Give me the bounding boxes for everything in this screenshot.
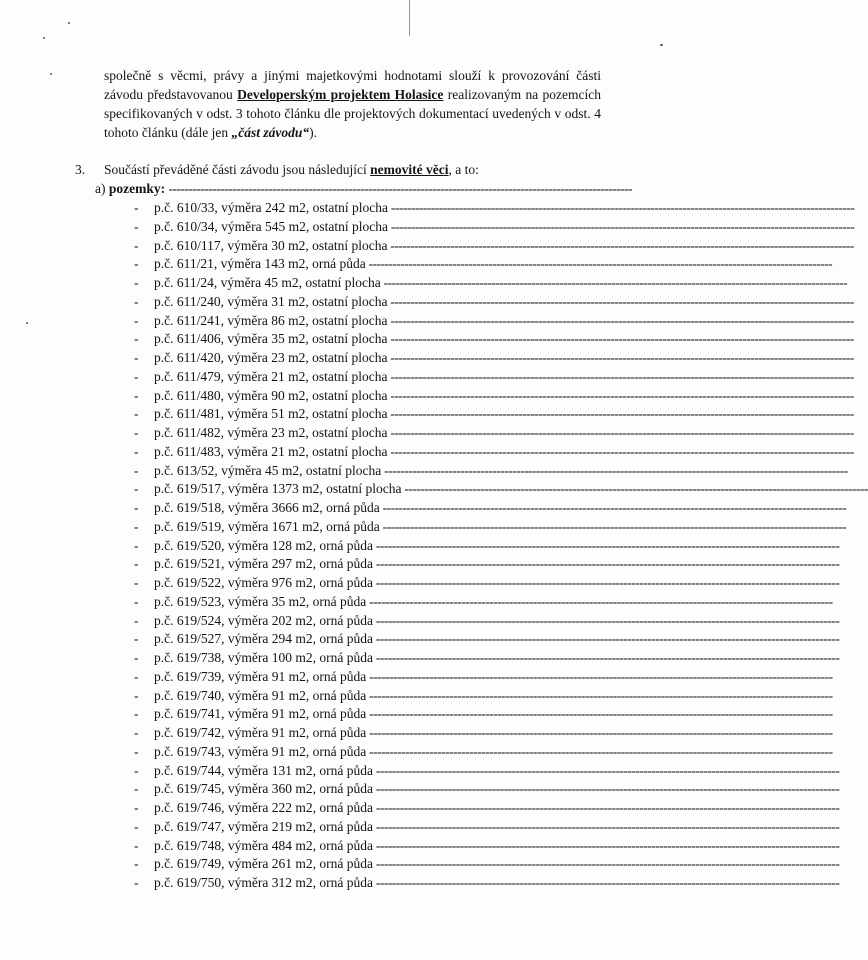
parcel-entry [154, 462, 848, 481]
parcel-entry [154, 705, 833, 724]
parcel-entry [154, 687, 833, 706]
parcel-list [134, 199, 868, 893]
intro-text-2: realizovaným na pozemcích specifikovaných v odst. 3 tohoto článku dle projektových dokumentací uvedených v odst. 4 tohoto článku (dále jen [104, 87, 601, 140]
parcel-entry [154, 537, 840, 556]
parcel-text: p.č. 619/738, výměra 100 m2, orná půda [154, 650, 373, 665]
list-bullet: - [134, 593, 139, 609]
parcel-text: p.č. 611/241, výměra 86 m2, ostatní plocha [154, 312, 388, 328]
parcel-text: p.č. 619/747, výměra 219 m2, orná půda [154, 818, 373, 834]
parcel-dash-fill: -------------------------------------------------------------------------------------------------------------------- [372, 837, 840, 853]
parcel-dash-fill: -------------------------------------------------------------------------------------------------------------------- [387, 443, 854, 459]
parcel-list-item [134, 443, 854, 462]
parcel-text: p.č. 619/749, výměra 261 m2, orná půda [154, 856, 373, 872]
parcel-text: p.č. 619/742, výměra 91 m2, orná půda [154, 725, 367, 740]
parcel-entry [154, 630, 840, 649]
parcel-list-item [134, 555, 840, 574]
parcel-list-item [134, 799, 840, 818]
list-bullet: - [134, 781, 139, 797]
section-bold-term: nemovité věci [370, 162, 449, 177]
parcel-dash-fill: -------------------------------------------------------------------------------------------------------------------- [387, 200, 855, 215]
list-bullet: - [134, 331, 139, 347]
list-bullet: - [134, 762, 139, 778]
parcel-list-item [134, 255, 833, 274]
parcel-entry [154, 518, 847, 537]
list-bullet: - [134, 500, 139, 515]
parcel-text: p.č. 619/746, výměra 222 m2, orná půda [154, 800, 373, 815]
parcel-list-item [134, 462, 848, 481]
parcel-text: p.č. 611/480, výměra 90 m2, ostatní plocha [154, 387, 388, 403]
parcel-text: p.č. 619/523, výměra 35 m2, orná půda [154, 593, 367, 609]
parcel-entry [154, 837, 840, 856]
parcel-entry [154, 724, 833, 743]
parcel-dash-fill: -------------------------------------------------------------------------------------------------------------------- [387, 237, 854, 253]
parcel-text: p.č. 611/479, výměra 21 m2, ostatní plocha [154, 368, 388, 384]
scan-speck [660, 44, 663, 46]
parcel-text: p.č. 610/117, výměra 30 m2, ostatní plocha [154, 237, 388, 253]
parcel-list-item [134, 668, 833, 687]
parcel-entry [154, 780, 840, 799]
parcel-text: p.č. 619/745, výměra 360 m2, orná půda [154, 781, 373, 797]
intro-paragraph [104, 66, 601, 142]
parcel-entry [154, 593, 833, 612]
list-bullet: - [134, 556, 139, 572]
list-bullet: - [134, 800, 139, 815]
parcel-entry [154, 312, 854, 331]
parcel-list-item [134, 330, 854, 349]
list-bullet: - [134, 200, 139, 215]
parcel-text: p.č. 613/52, výměra 45 m2, ostatní plocha [154, 462, 382, 478]
parcel-list-item [134, 218, 855, 237]
section-text [104, 160, 479, 179]
parcel-list-item [134, 705, 833, 724]
scan-artifact-line [409, 0, 410, 36]
list-bullet: - [134, 481, 139, 497]
parcel-list-item [134, 612, 840, 631]
parcel-list-item [134, 593, 833, 612]
parcel-text: p.č. 611/482, výměra 23 m2, ostatní plocha [154, 425, 388, 440]
parcel-entry [154, 368, 854, 387]
parcel-list-item [134, 518, 847, 537]
parcel-text: p.č. 610/33, výměra 242 m2, ostatní plocha [154, 200, 388, 215]
parcel-list-item [134, 687, 833, 706]
parcel-dash-fill: -------------------------------------------------------------------------------------------------------------------- [387, 406, 854, 422]
parcel-list-item [134, 649, 840, 668]
parcel-entry [154, 762, 840, 781]
list-bullet: - [134, 293, 139, 309]
parcel-list-item [134, 574, 840, 593]
list-bullet: - [134, 687, 139, 703]
parcel-dash-fill: -------------------------------------------------------------------------------------------------------------------- [381, 462, 848, 478]
intro-defined-term: „část závodu“ [231, 125, 310, 140]
parcel-entry [154, 668, 833, 687]
parcel-list-item [134, 293, 854, 312]
parcel-entry [154, 649, 840, 668]
parcel-entry [154, 443, 854, 462]
parcel-list-item [134, 368, 854, 387]
list-bullet: - [134, 218, 139, 234]
parcel-entry [154, 255, 833, 274]
scan-speck [68, 22, 70, 24]
parcel-dash-fill: -------------------------------------------------------------------------------------------------------------------- [387, 387, 854, 403]
list-bullet: - [134, 237, 139, 253]
parcel-dash-fill: -------------------------------------------------------------------------------------------------------------------- [387, 331, 854, 347]
parcel-entry [154, 199, 855, 218]
list-bullet: - [134, 537, 139, 553]
section-number: 3. [75, 162, 86, 177]
parcel-text: p.č. 619/740, výměra 91 m2, orná půda [154, 687, 367, 703]
parcel-dash-fill: -------------------------------------------------------------------------------------------------------------------- [366, 743, 833, 759]
list-bullet: - [134, 668, 139, 684]
parcel-dash-fill: -------------------------------------------------------------------------------------------------------------------- [366, 687, 833, 703]
intro-text-3: ). [309, 125, 317, 140]
parcel-dash-fill: -------------------------------------------------------------------------------------------------------------------- [387, 293, 854, 309]
list-bullet: - [134, 368, 139, 384]
parcel-entry [154, 799, 840, 818]
parcel-text: p.č. 611/24, výměra 45 m2, ostatní plocha [154, 275, 381, 290]
list-bullet: - [134, 425, 139, 440]
parcel-text: p.č. 611/483, výměra 21 m2, ostatní plocha [154, 443, 388, 459]
parcel-list-item [134, 818, 840, 837]
parcel-text: p.č. 610/34, výměra 545 m2, ostatní plocha [154, 218, 388, 234]
parcel-dash-fill: -------------------------------------------------------------------------------------------------------------------- [387, 218, 855, 234]
parcel-entry [154, 480, 868, 499]
parcel-list-item [134, 274, 848, 293]
parcel-list-item [134, 874, 840, 893]
parcel-dash-fill: -------------------------------------------------------------------------------------------------------------------- [372, 631, 840, 647]
parcel-dash-fill: -------------------------------------------------------------------------------------------------------------------- [372, 556, 840, 572]
parcel-dash-fill: -------------------------------------------------------------------------------------------------------------------- [372, 781, 840, 797]
parcel-dash-fill: -------------------------------------------------------------------------------------------------------------------- [372, 612, 840, 628]
parcel-dash-fill: -------------------------------------------------------------------------------------------------------------------- [380, 275, 848, 290]
parcel-entry [154, 818, 840, 837]
parcel-text: p.č. 611/21, výměra 143 m2, orná půda [154, 256, 366, 272]
list-bullet: - [134, 275, 139, 290]
parcel-dash-fill: -------------------------------------------------------------------------------------------------------------------- [401, 481, 868, 497]
parcel-list-item [134, 499, 847, 518]
list-bullet: - [134, 406, 139, 422]
parcel-entry [154, 855, 840, 874]
scan-speck [26, 322, 28, 324]
parcel-dash-fill: -------------------------------------------------------------------------------------------------------------------- [387, 350, 854, 365]
subsection-marker: a) [95, 181, 106, 196]
list-bullet: - [134, 856, 139, 872]
section-text-before: Součástí převáděné části závodu jsou následující [104, 162, 371, 177]
parcel-list-item [134, 630, 840, 649]
parcel-dash-fill: -------------------------------------------------------------------------------------------------------------------- [366, 593, 833, 609]
parcel-entry [154, 612, 840, 631]
parcel-dash-fill: -------------------------------------------------------------------------------------------------------------------- [372, 818, 840, 834]
list-bullet: - [134, 837, 139, 853]
list-bullet: - [134, 818, 139, 834]
parcel-text: p.č. 619/521, výměra 297 m2, orná půda [154, 556, 373, 572]
parcel-text: p.č. 619/750, výměra 312 m2, orná půda [154, 875, 373, 890]
parcel-dash-fill: -------------------------------------------------------------------------------------------------------------------- [366, 668, 833, 684]
parcel-dash-fill: -------------------------------------------------------------------------------------------------------------------- [372, 875, 840, 890]
parcel-text: p.č. 611/406, výměra 35 m2, ostatní plocha [154, 331, 388, 347]
parcel-text: p.č. 619/527, výměra 294 m2, orná půda [154, 631, 373, 647]
intro-project-name: Developerským projektem Holasice [237, 87, 444, 102]
intro-text-1: společně s věcmi, právy a jinými majetkovými hodnotami slouží k provozování části závodu představovanou [104, 68, 601, 102]
list-bullet: - [134, 743, 139, 759]
parcel-entry [154, 387, 854, 406]
subsection-label: pozemky: [108, 181, 166, 196]
parcel-dash-fill: -------------------------------------------------------------------------------------------------------------------- [372, 650, 840, 665]
parcel-text: p.č. 619/741, výměra 91 m2, orná půda [154, 706, 367, 722]
list-bullet: - [134, 725, 139, 740]
list-bullet: - [134, 443, 139, 459]
parcel-entry [154, 349, 854, 368]
parcel-entry [154, 330, 854, 349]
parcel-list-item [134, 780, 840, 799]
parcel-list-item [134, 349, 854, 368]
parcel-text: p.č. 611/481, výměra 51 m2, ostatní plocha [154, 406, 388, 422]
parcel-dash-fill: -------------------------------------------------------------------------------------------------------------------- [365, 256, 833, 272]
list-bullet: - [134, 631, 139, 647]
parcel-dash-fill: -------------------------------------------------------------------------------------------------------------------- [372, 762, 840, 778]
section-text-after: , a to: [448, 162, 479, 177]
parcel-entry [154, 499, 847, 518]
parcel-text: p.č. 619/519, výměra 1671 m2, orná půda [154, 518, 380, 534]
parcel-dash-fill: -------------------------------------------------------------------------------------------------------------------- [379, 518, 847, 534]
list-bullet: - [134, 875, 139, 890]
parcel-list-item [134, 855, 840, 874]
parcel-list-item [134, 387, 854, 406]
parcel-entry [154, 274, 848, 293]
parcel-entry [154, 555, 840, 574]
parcel-dash-fill: -------------------------------------------------------------------------------------------------------------------- [372, 575, 840, 590]
list-bullet: - [134, 650, 139, 665]
list-bullet: - [134, 256, 139, 272]
parcel-list-item [134, 199, 855, 218]
parcel-entry [154, 237, 854, 256]
list-bullet: - [134, 518, 139, 534]
parcel-list-item [134, 743, 833, 762]
parcel-list-item [134, 405, 854, 424]
list-bullet: - [134, 312, 139, 328]
parcel-entry [154, 218, 855, 237]
parcel-text: p.č. 619/739, výměra 91 m2, orná půda [154, 668, 367, 684]
list-bullet: - [134, 612, 139, 628]
parcel-list-item [134, 424, 854, 443]
parcel-text: p.č. 619/522, výměra 976 m2, orná půda [154, 575, 373, 590]
parcel-list-item [134, 837, 840, 856]
parcel-list-item [134, 724, 833, 743]
parcel-entry [154, 405, 854, 424]
parcel-entry [154, 574, 840, 593]
parcel-entry [154, 874, 840, 893]
scan-speck [43, 37, 45, 39]
parcel-text: p.č. 619/524, výměra 202 m2, orná půda [154, 612, 373, 628]
parcel-dash-fill: -------------------------------------------------------------------------------------------------------------------- [387, 312, 854, 328]
parcel-list-item [134, 762, 840, 781]
parcel-text: p.č. 619/744, výměra 131 m2, orná půda [154, 762, 373, 778]
subsection-a-heading [95, 179, 632, 198]
parcel-list-item [134, 537, 840, 556]
parcel-dash-fill: -------------------------------------------------------------------------------------------------------------------- [366, 706, 833, 722]
list-bullet: - [134, 706, 139, 722]
list-bullet: - [134, 462, 139, 478]
parcel-text: p.č. 611/240, výměra 31 m2, ostatní plocha [154, 293, 388, 309]
parcel-list-item [134, 480, 868, 499]
parcel-text: p.č. 611/420, výměra 23 m2, ostatní plocha [154, 350, 388, 365]
parcel-dash-fill: -------------------------------------------------------------------------------------------------------------------- [366, 725, 833, 740]
parcel-text: p.č. 619/520, výměra 128 m2, orná půda [154, 537, 373, 553]
parcel-entry [154, 743, 833, 762]
list-bullet: - [134, 575, 139, 590]
parcel-dash-fill: -------------------------------------------------------------------------------------------------------------------- [387, 368, 854, 384]
parcel-entry [154, 424, 854, 443]
parcel-text: p.č. 619/748, výměra 484 m2, orná půda [154, 837, 373, 853]
parcel-dash-fill: -------------------------------------------------------------------------------------------------------------------- [379, 500, 847, 515]
list-bullet: - [134, 387, 139, 403]
parcel-dash-fill: -------------------------------------------------------------------------------------------------------------------- [372, 537, 840, 553]
parcel-dash-fill: -------------------------------------------------------------------------------------------------------------------- [372, 856, 840, 872]
parcel-dash-fill: -------------------------------------------------------------------------------------------------------------------- [387, 425, 854, 440]
parcel-list-item [134, 312, 854, 331]
scan-speck [50, 73, 52, 75]
parcel-entry [154, 293, 854, 312]
parcel-text: p.č. 619/743, výměra 91 m2, orná půda [154, 743, 367, 759]
parcel-text: p.č. 619/517, výměra 1373 m2, ostatní plocha [154, 481, 402, 497]
list-bullet: - [134, 350, 139, 365]
parcel-text: p.č. 619/518, výměra 3666 m2, orná půda [154, 500, 380, 515]
parcel-dash-fill: -------------------------------------------------------------------------------------------------------------------- [372, 800, 840, 815]
parcel-list-item [134, 237, 854, 256]
subsection-dash-fill: -------------------------------------------------------------------------------------------------------------------- [168, 181, 632, 196]
